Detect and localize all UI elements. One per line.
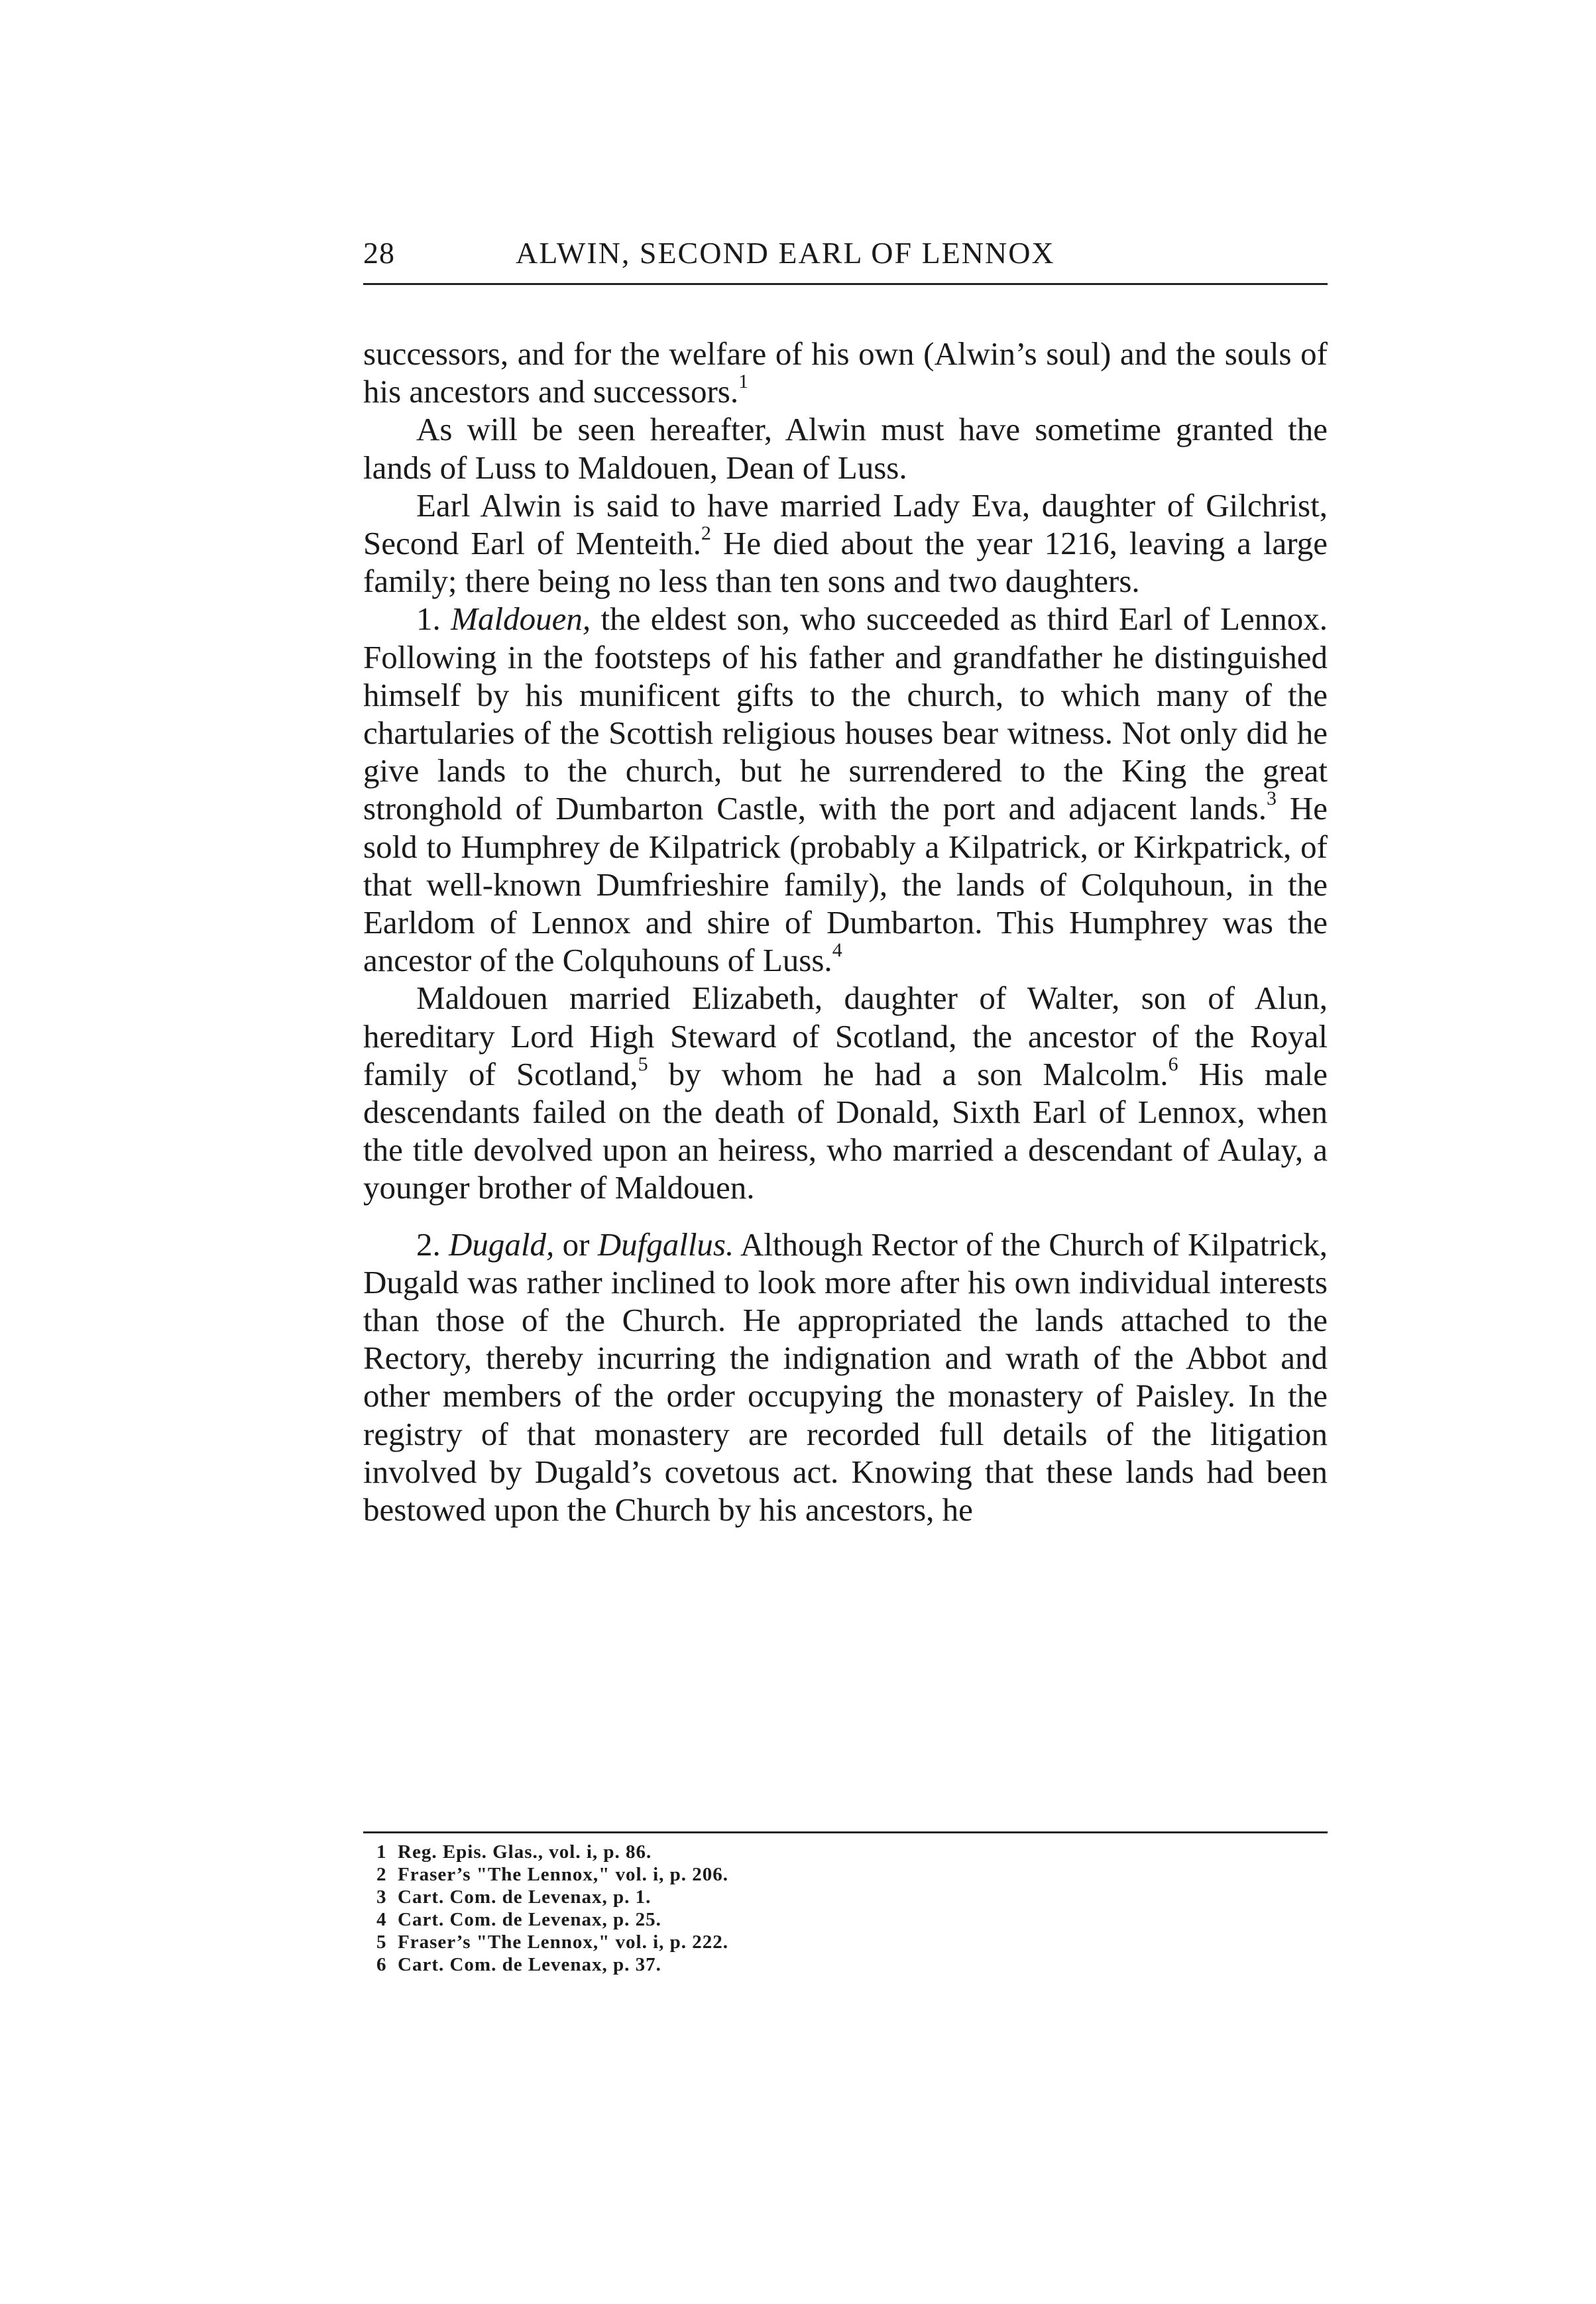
footnote: 1 Reg. Epis. Glas., vol. i, p. 86. <box>376 1841 652 1863</box>
paragraph-marriage: Earl Alwin is said to have married Lady Eva, daughter of Gilchrist, Second Earl of Menteith.$^2$ He died about the year 1216, leaving a large family; there being no less than ten sons and two daughters. <box>363 487 1328 600</box>
running-title: ALWIN, SECOND EARL OF LENNOX <box>516 236 1055 270</box>
footnote-ref: 3 <box>1266 787 1277 810</box>
footnote: 3 Cart. Com. de Levenax, p. 1. <box>376 1886 652 1908</box>
footnote-ref: 1 <box>738 371 749 393</box>
footnote: 2 Fraser’s "The Lennox," vol. i, p. 206. <box>376 1864 729 1885</box>
body-text <box>363 335 1328 1528</box>
footnote: 6 Cart. Com. de Levenax, p. 37. <box>376 1954 661 1975</box>
paragraph-luss-grant: As will be seen hereafter, Alwin must have sometime granted the lands of Luss to Maldouen, Dean of Luss. <box>363 411 1328 486</box>
footnote-ref: 6 <box>1168 1053 1178 1075</box>
running-head <box>363 229 1328 282</box>
book-page <box>363 229 1328 1975</box>
page-number: 28 <box>363 236 395 270</box>
name-maldouen: Maldouen, <box>451 601 591 638</box>
name-dufgallus: Dufgallus. <box>597 1226 734 1263</box>
paragraph-dugald: 2. Dugald, or Dufgallus. Although Rector of the Church of Kilpatrick, Dugald was rather inclined to look more after his own individual interests than those of the Church. He appropriated the lands attached to the Rectory, thereby incurring the indignation and wrath of the Abbot and other members of the order occupying the monastery of Paisley. In the registry of that monastery are recorded full details of the litigation involved by Dugald’s covetous act. Knowing that these lands had been bestowed upon the Church by his ancestors, he <box>363 1226 1328 1528</box>
footnote: 5 Fraser’s "The Lennox," vol. i, p. 222. <box>376 1931 729 1953</box>
paragraph-maldouen-marriage: Maldouen married Elizabeth, daughter of Walter, son of Alun, hereditary Lord High Steward of Scotland, the ancestor of the Royal family of Scotland,$^5$ by whom he had a son Malcolm.$^6$ His male descendants failed on the death of Donald, Sixth Earl of Lennox, when the title devolved upon an heiress, who married a descendant of Aulay, a younger brother of Maldouen. <box>363 980 1328 1206</box>
footnote-ref: 5 <box>638 1053 648 1075</box>
header-rule <box>363 283 1328 285</box>
name-dugald: Dugald, <box>449 1226 555 1263</box>
footnote-rule <box>363 1831 1328 1833</box>
footnotes <box>376 1841 728 1976</box>
footnote: 4 Cart. Com. de Levenax, p. 25. <box>376 1909 661 1930</box>
paragraph-continuation: successors, and for the welfare of his own (Alwin’s soul) and the souls of his ancestors and successors.$^1$ <box>363 335 1328 410</box>
paragraph-maldouen: 1. Maldouen, the eldest son, who succeeded as third Earl of Lennox. Following in the footsteps of his father and grandfather he distinguished himself by his munificent gifts to the church, to which many of the chartularies of the Scottish religious houses bear witness. Not only did he give lands to the church, but he surrendered to the King the great stronghold of Dumbarton Castle, with the port and adjacent lands.$^3$ He sold to Humphrey de Kilpatrick (probably a Kilpatrick, or Kirkpatrick, of that well-known Dumfrieshire family), the lands of Colquhoun, in the Earldom of Lennox and shire of Dumbarton. This Humphrey was the ancestor of the Colquhouns of Luss.$^4$ <box>363 601 1328 979</box>
footnote-ref: 4 <box>832 939 842 962</box>
footnote-ref: 2 <box>701 522 711 545</box>
